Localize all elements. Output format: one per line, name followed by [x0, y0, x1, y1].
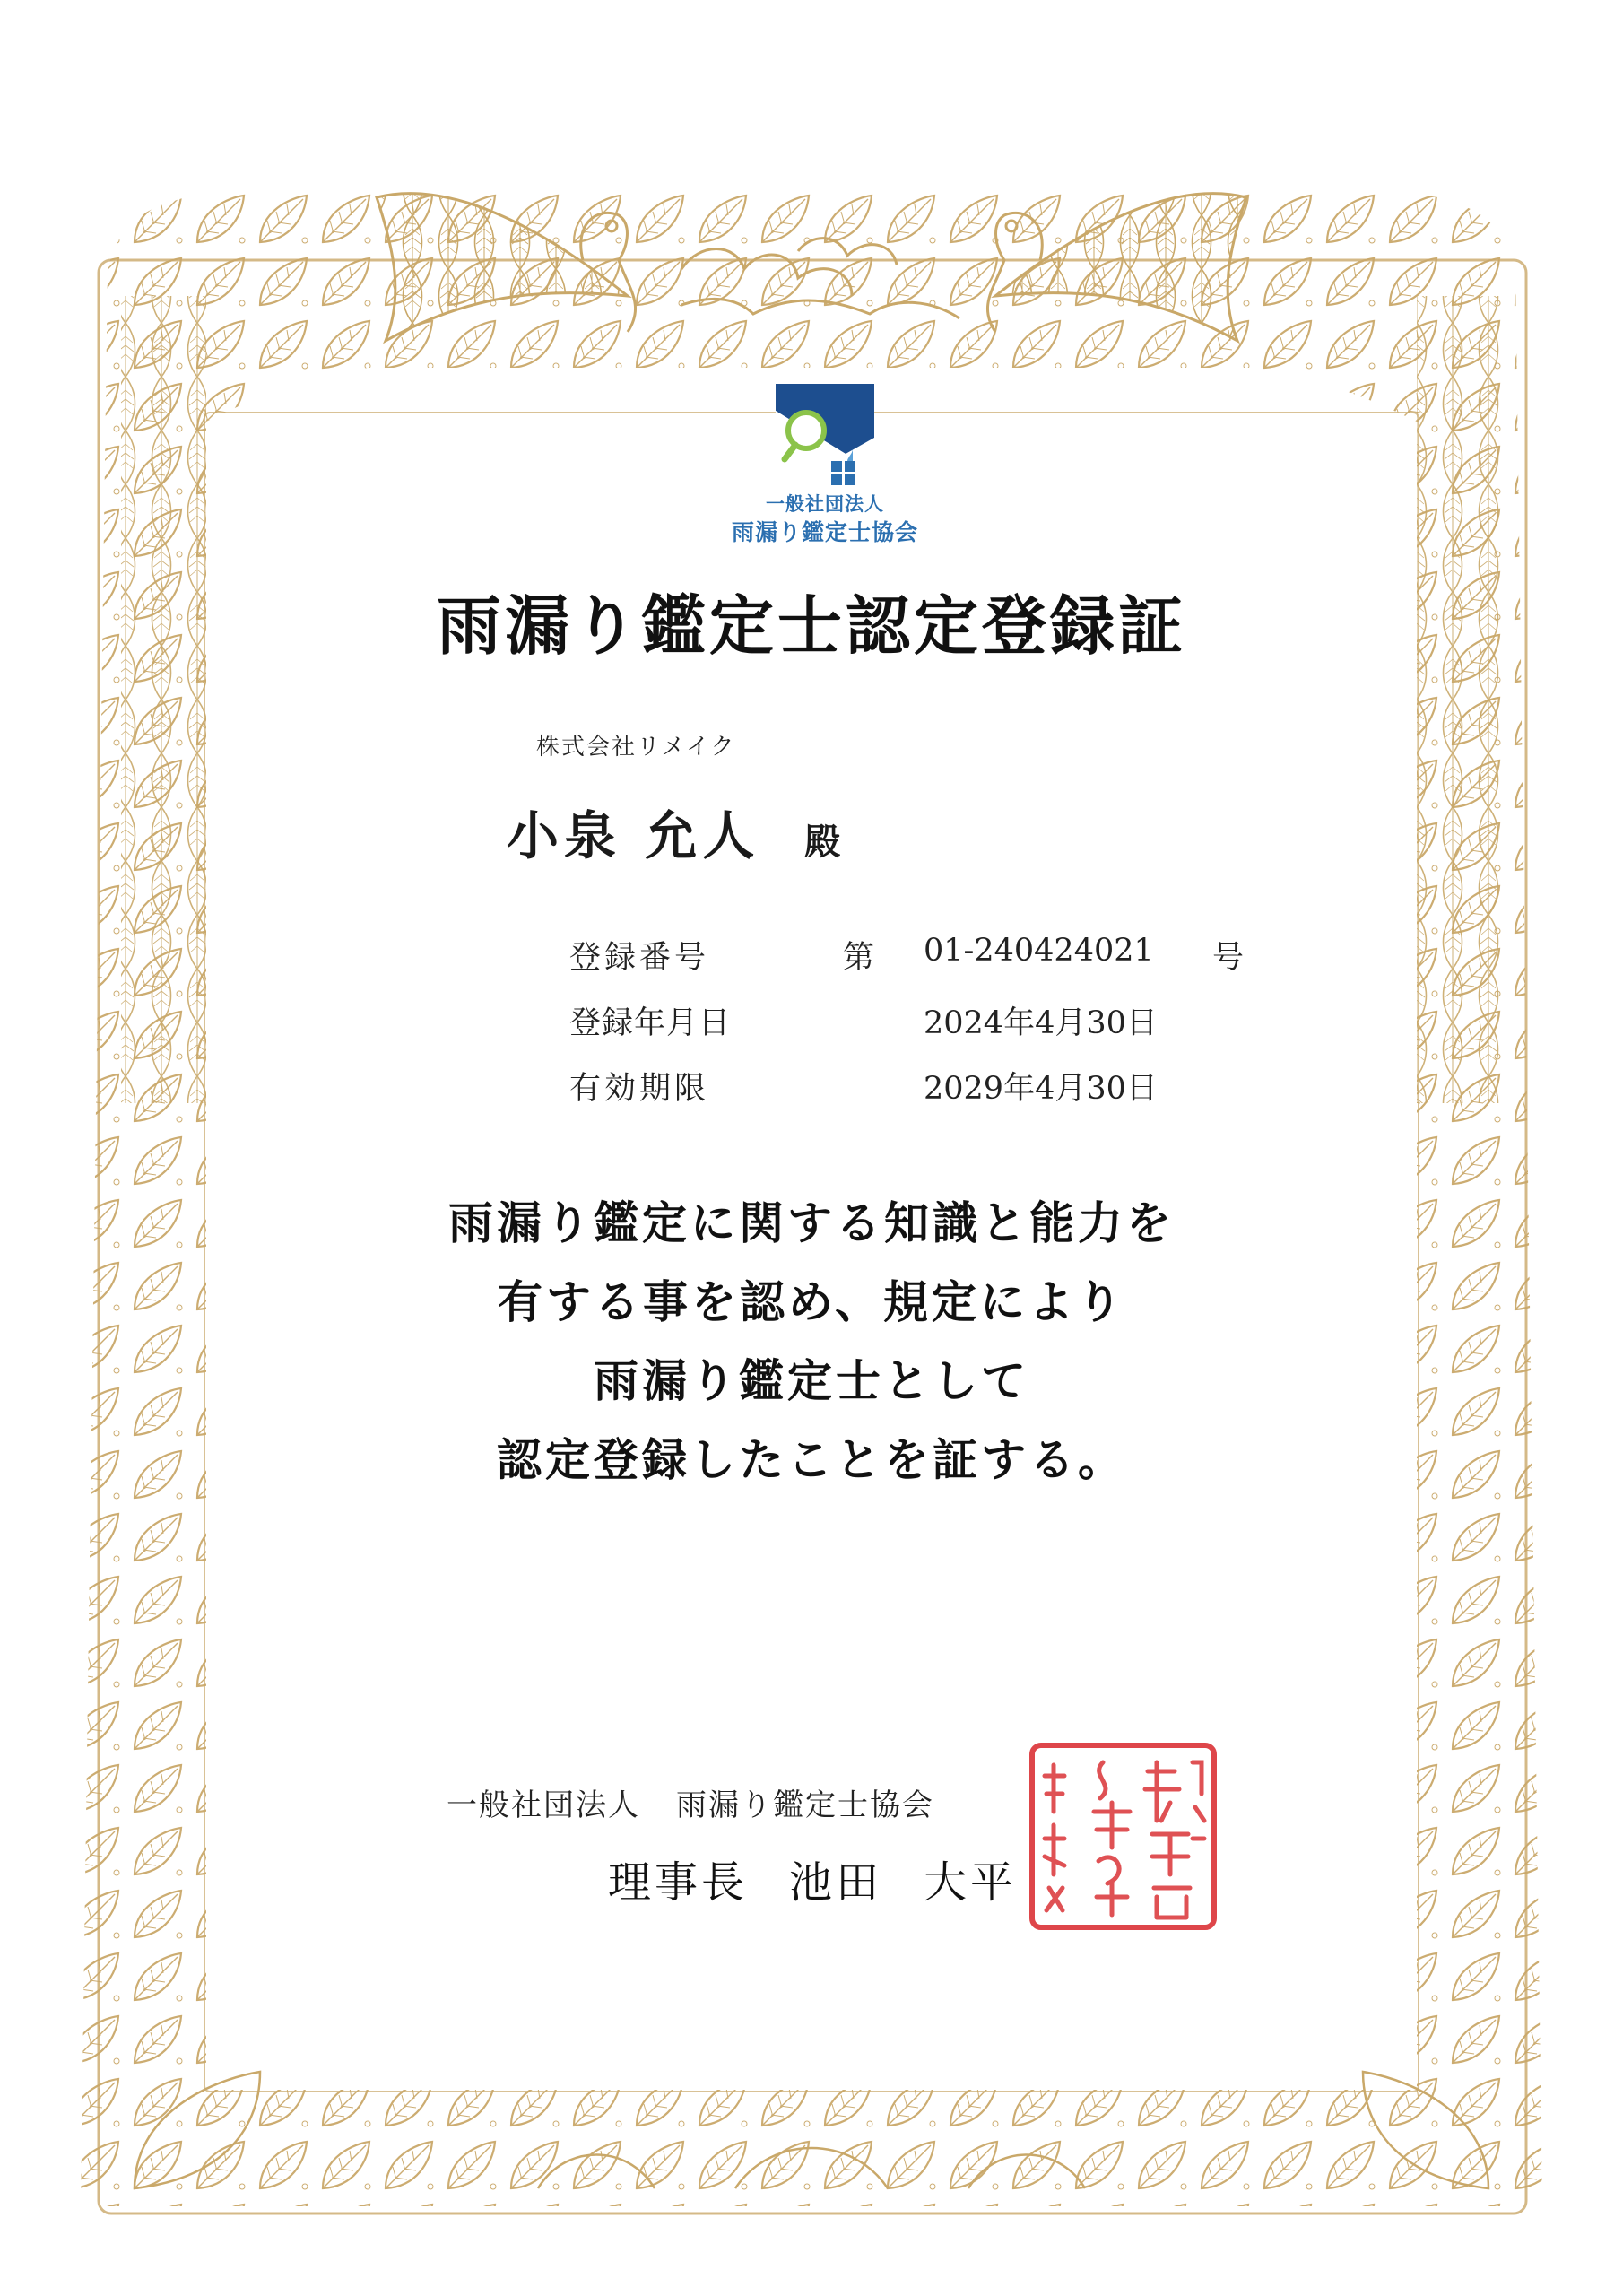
association-logo	[708, 384, 942, 554]
registration-number-suffix: 号	[1212, 940, 1245, 976]
registration-date-label: 登録年月日	[569, 1005, 732, 1041]
recipient-honorific: 殿	[804, 821, 841, 863]
official-seal-stamp	[1027, 1740, 1219, 1933]
registration-number-prefix: 第	[843, 940, 875, 976]
issuer-org-name: 雨漏り鑑定士協会	[676, 1787, 934, 1823]
statement-line: 認定登録したことを証する。	[497, 1434, 1126, 1486]
statement-line: 有する事を認め、規定により	[498, 1276, 1125, 1328]
chair-title: 理事長	[608, 1857, 749, 1908]
recipient-company: 株式会社リメイク	[536, 734, 736, 761]
registration-number-label: 登録番号	[569, 940, 710, 976]
certification-statement	[0, 1184, 1623, 1500]
recipient-line	[507, 794, 840, 869]
logo-org-type: 一般社団法人	[766, 493, 884, 515]
logo-org-name: 雨漏り鑑定士協会	[731, 519, 918, 545]
issuer-organization	[447, 1780, 934, 1824]
recipient-name: 小泉 允人	[507, 805, 760, 866]
registration-number-value: 01-240424021	[924, 933, 1154, 969]
expiry-date-value: 2029年4月30日	[924, 1071, 1158, 1107]
statement-line: 雨漏り鑑定に関する知識と能力を	[448, 1197, 1175, 1249]
chair-surname: 池田	[789, 1857, 883, 1908]
statement-line: 雨漏り鑑定士として	[594, 1355, 1029, 1407]
roof-magnifier-icon	[776, 384, 874, 487]
expiry-date-label: 有効期限	[569, 1071, 710, 1107]
chair-given-name: 大平	[924, 1857, 1018, 1908]
issuer-org-type: 一般社団法人	[447, 1787, 640, 1823]
registration-date-value: 2024年4月30日	[924, 1005, 1158, 1041]
certificate-title: 雨漏り鑑定士認定登録証	[436, 587, 1186, 664]
issuer-chair	[608, 1848, 1017, 1909]
